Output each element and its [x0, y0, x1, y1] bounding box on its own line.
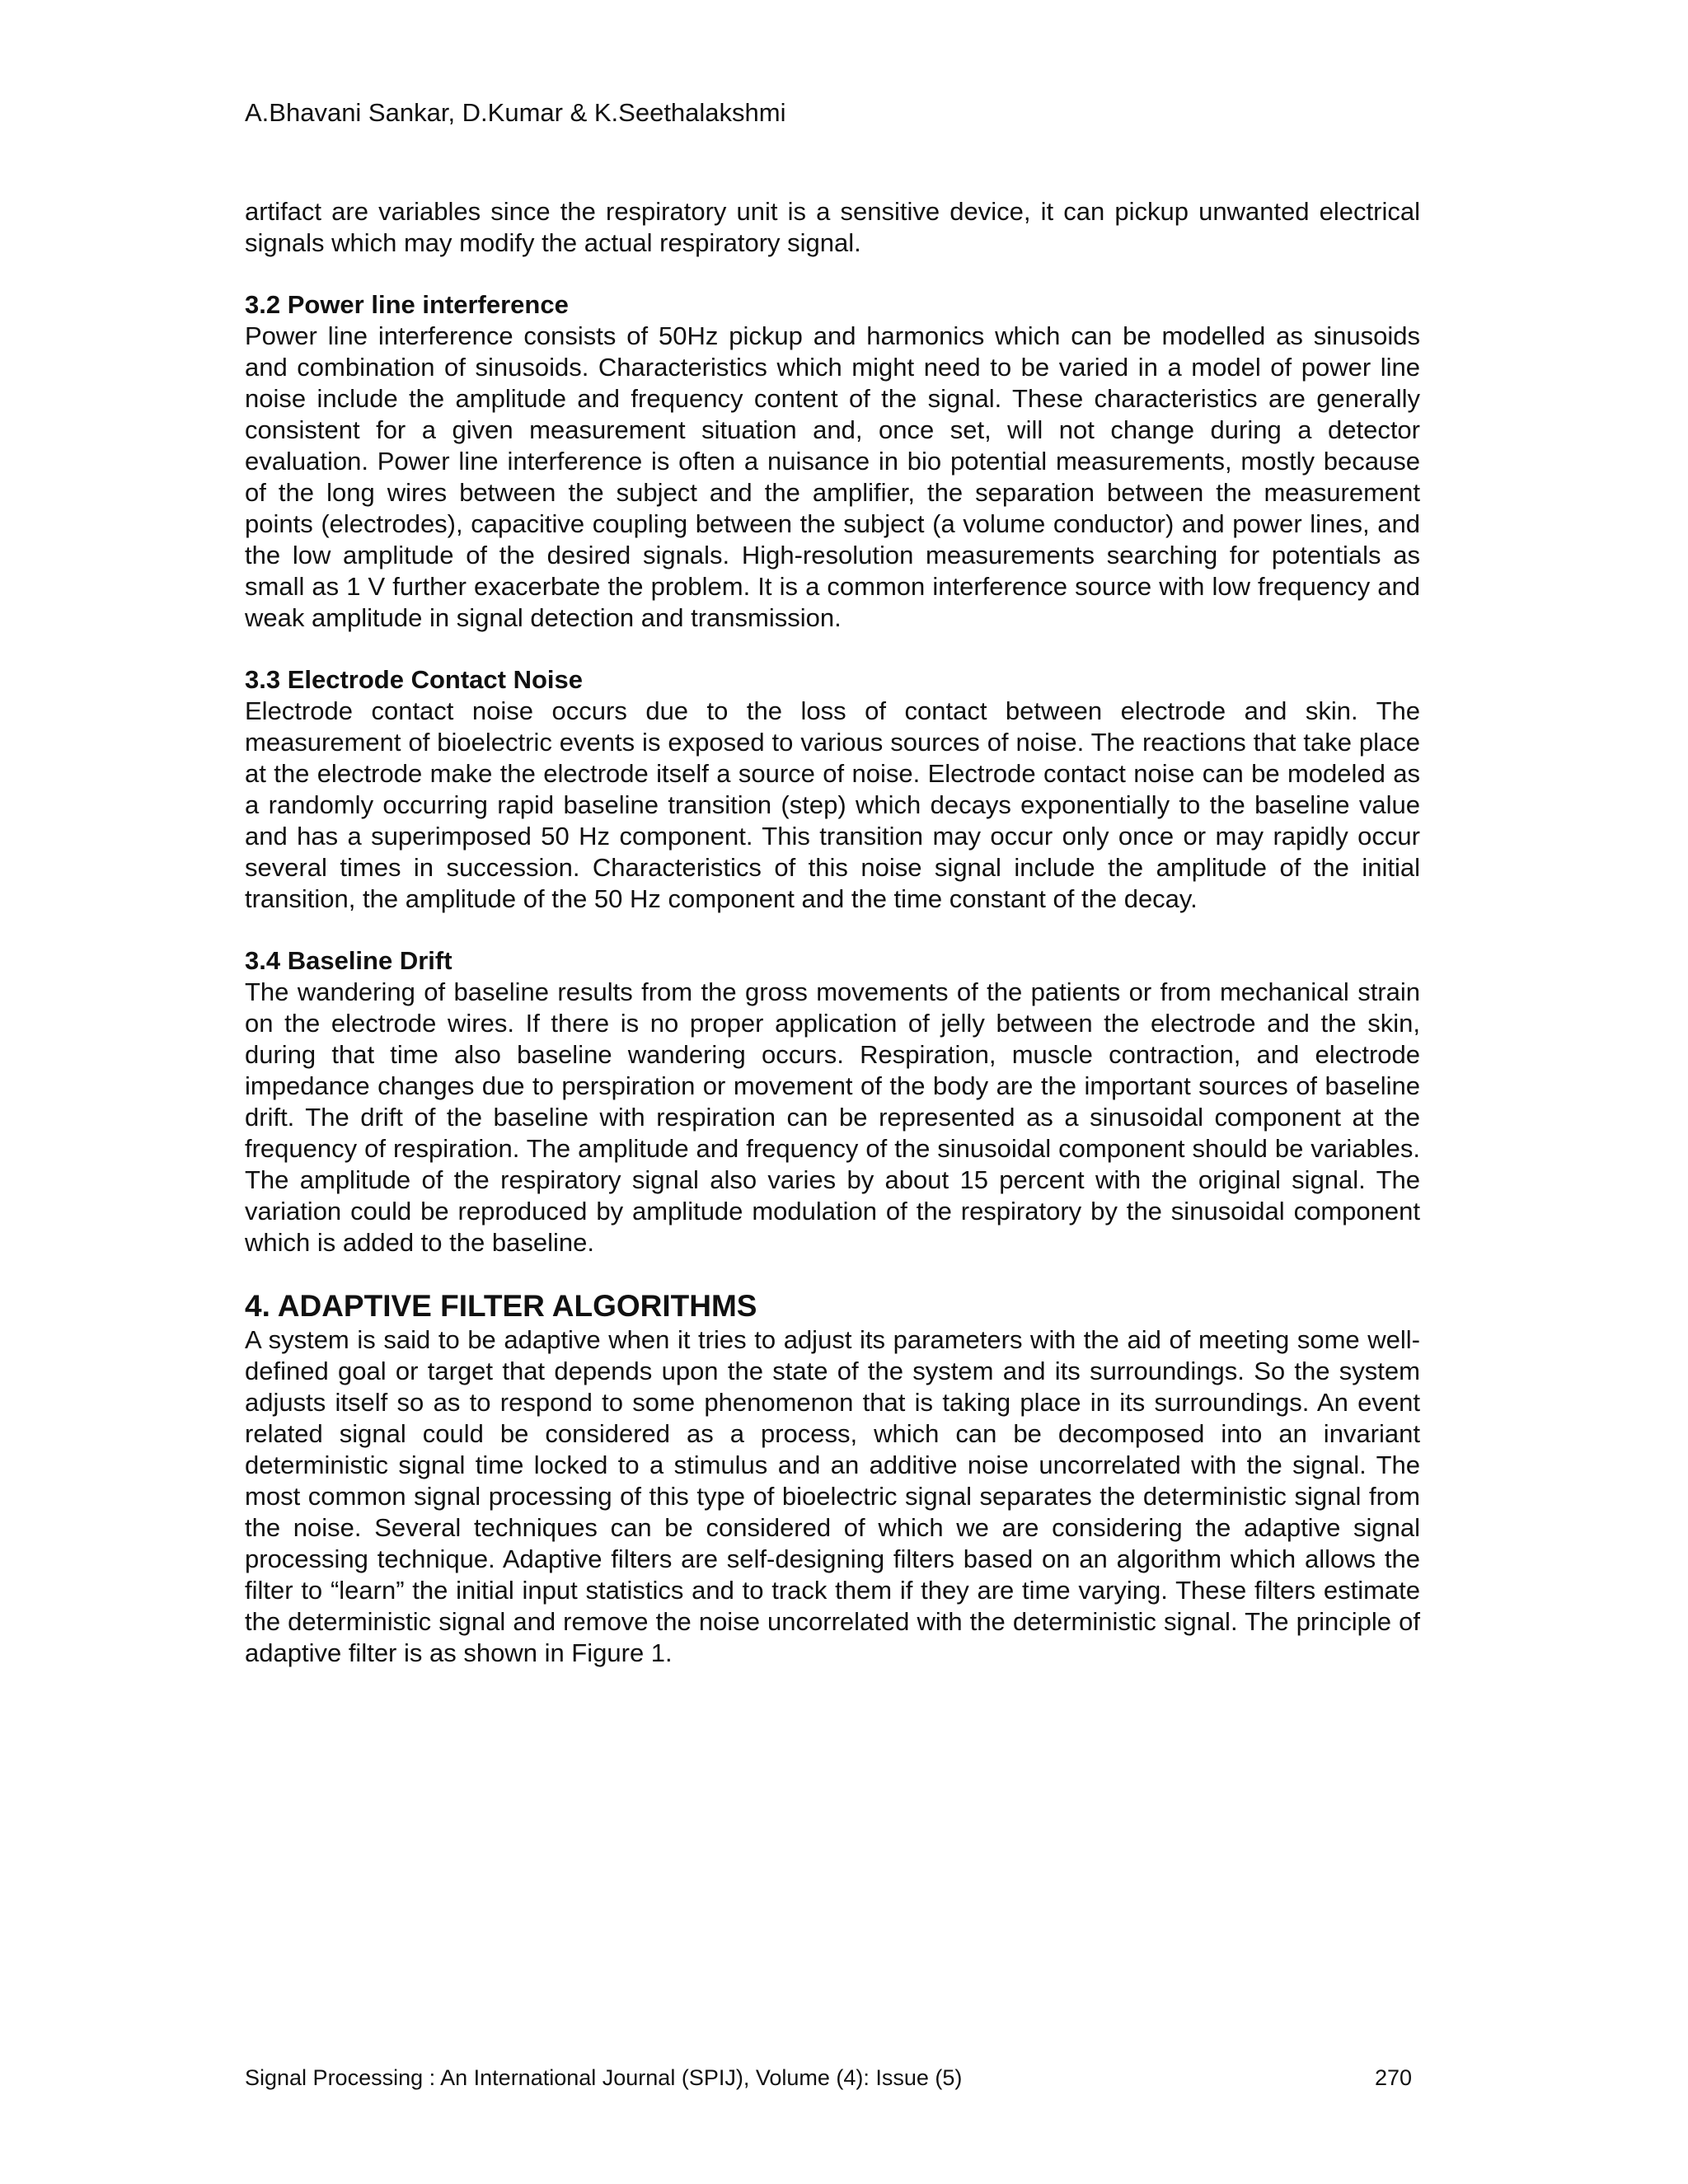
section-electrode-contact-noise [245, 664, 1420, 915]
footer-page-number: 270 [1375, 2065, 1413, 2090]
section-paragraph: Electrode contact noise occurs due to the loss of contact between electrode and skin. The measurement of bioelectric events is exposed to various sources of noise. The reactions that take place at the electrode make the electrode itself a source of noise. Electrode contact noise can be modeled as a randomly occurring rapid baseline transition (step) which decays exponentially to the baseline value and has a superimposed 50 Hz component. This transition may occur only once or may rapidly occur several times in succession. Characteristics of this noise signal include the amplitude of the initial transition, the amplitude of the 50 Hz component and the time constant of the decay. [245, 696, 1420, 913]
major-section-heading: 4. ADAPTIVE FILTER ALGORITHMS [245, 1289, 757, 1323]
section-power-line-interference [245, 289, 1420, 634]
section-baseline-drift [245, 945, 1420, 1258]
section-paragraph: Power line interference consists of 50Hz pickup and harmonics which can be modelled as sinusoids and combination of sinusoids. Characteristics which might need to be varied in a model of power line noise include the amplitude and frequency content of the signal. These characteristics are generally consistent for a given measurement situation and, once set, will not change during a detector evaluation. Power line interference is often a nuisance in bio potential measurements, mostly because of the long wires between the subject and the amplifier, the separation between the measurement points (electrodes), capacitive coupling between the subject (a volume conductor) and power lines, and the low amplitude of the desired signals. High-resolution measurements searching for potentials as small as 1 V further exacerbate the problem. It is a common interference source with low frequency and weak amplitude in signal detection and transmission. [245, 321, 1420, 632]
section-heading: 3.2 Power line interference [245, 290, 569, 319]
section-heading: 3.4 Baseline Drift [245, 946, 452, 975]
section-paragraph: The wandering of baseline results from the gross movements of the patients or from mechanical strain on the electrode wires. If there is no proper application of jelly between the electrode and the skin, during that time also baseline wandering occurs. Respiration, muscle contraction, and electrode impedance changes due to perspiration or movement of the body are the important sources of baseline drift. The drift of the baseline with respiration can be represented as a sinusoidal component at the frequency of respiration. The amplitude and frequency of the sinusoidal component should be variables. The amplitude of the respiratory signal also varies by about 15 percent with the original signal. The variation could be reproduced by amplitude modulation of the respiratory by the sinusoidal component which is added to the baseline. [245, 977, 1420, 1257]
section-adaptive-filter-algorithms [245, 1288, 1420, 1669]
major-section-paragraph: A system is said to be adaptive when it tries to adjust its parameters with the aid of meeting some well-defined goal or target that depends upon the state of the system and its surroundings. So the system adjusts itself so as to respond to some phenomenon that is taking place in its surroundings. An event related signal could be considered as a process, which can be decomposed into an invariant deterministic signal time locked to a stimulus and an additive noise uncorrelated with the signal. The most common signal processing of this type of bioelectric signal separates the deterministic signal from the noise. Several techniques can be considered of which we are considering the adaptive signal processing technique. Adaptive filters are self-designing filters based on an algorithm which allows the filter to “learn” the initial input statistics and to track them if they are time varying. These filters estimate the deterministic signal and remove the noise uncorrelated with the deterministic signal. The principle of adaptive filter is as shown in Figure 1. [245, 1325, 1420, 1667]
section-heading: 3.3 Electrode Contact Noise [245, 665, 584, 694]
running-header-authors: A.Bhavani Sankar, D.Kumar & K.Seethalakshmi [245, 98, 786, 127]
intro-paragraph: artifact are variables since the respiratory unit is a sensitive device, it can pickup unwanted electrical signals which may modify the actual respiratory signal. [245, 197, 1420, 257]
footer-journal-citation: Signal Processing : An International Journal (SPIJ), Volume (4): Issue (5) [245, 2065, 963, 2090]
page-body [245, 196, 1420, 1669]
